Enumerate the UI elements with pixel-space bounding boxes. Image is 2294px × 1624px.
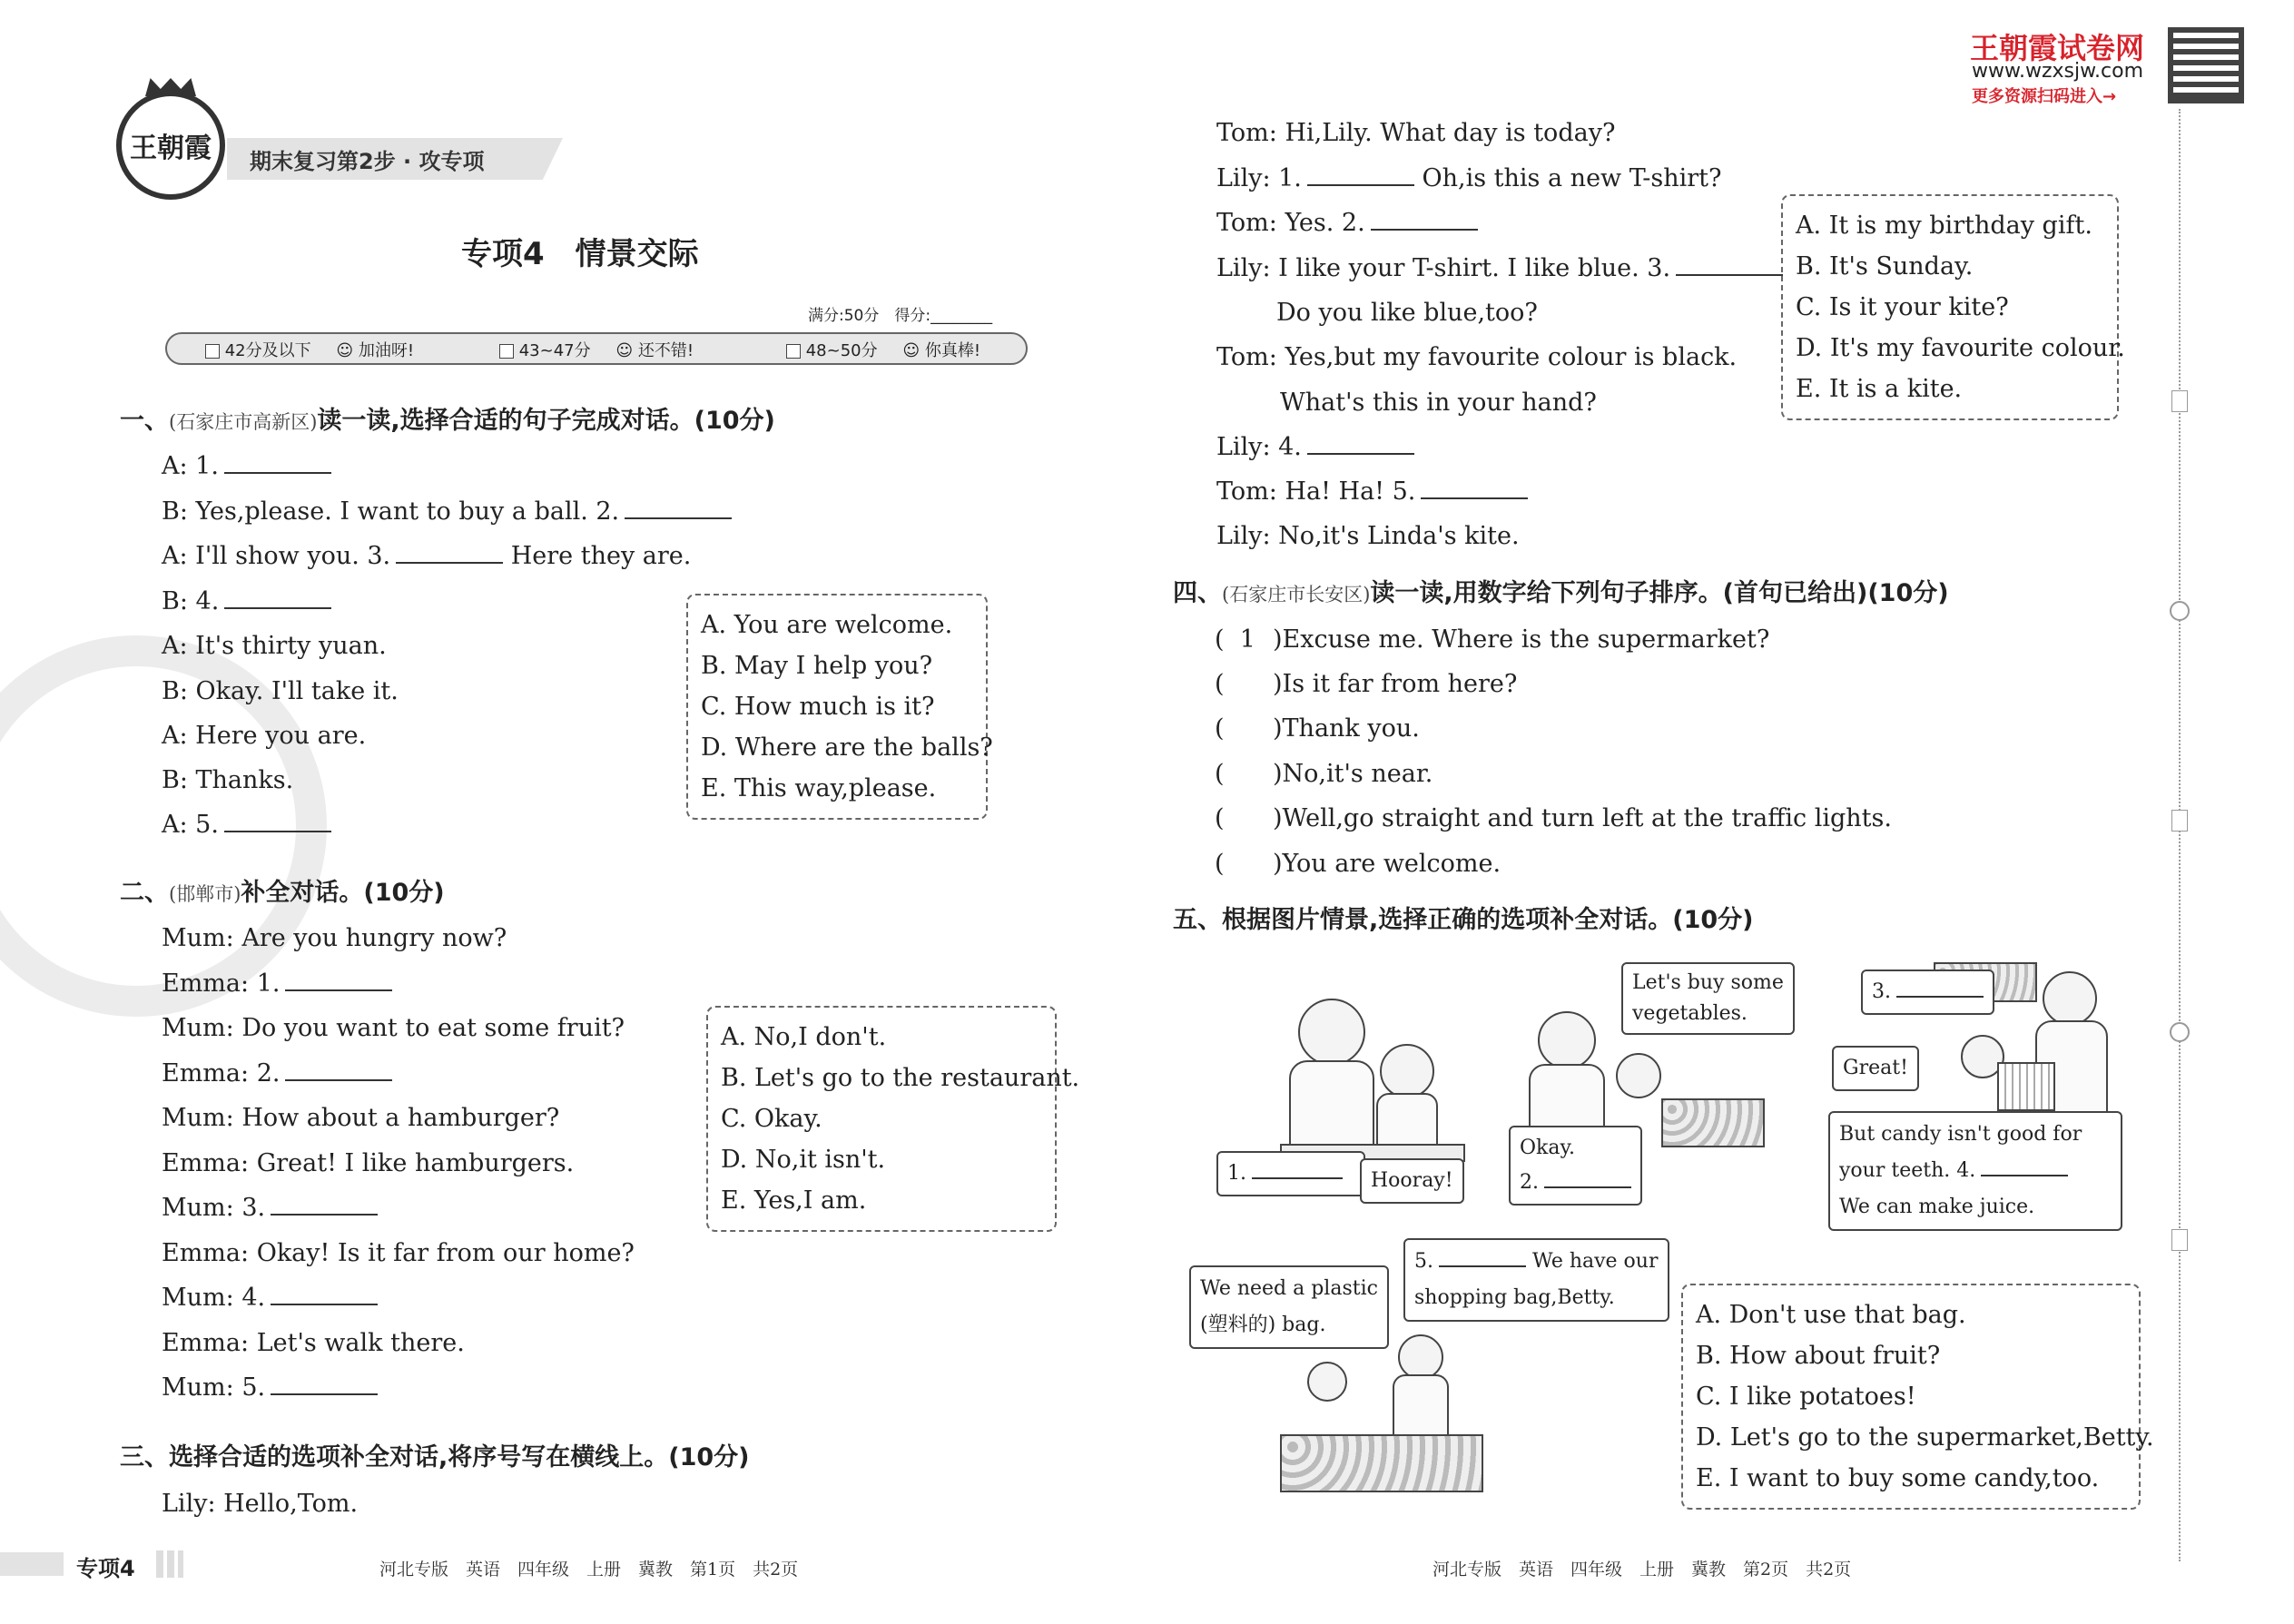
option: E. It is a kite. bbox=[1796, 375, 1963, 403]
section3-heading bbox=[120, 1442, 750, 1474]
answer-blank[interactable] bbox=[1981, 1158, 2068, 1176]
section5-options-box bbox=[1681, 1284, 2154, 1510]
option: E. This way,please. bbox=[701, 774, 937, 802]
dialogue-line: A: I'll show you. 3. Here they are. bbox=[162, 542, 692, 570]
order-item: ( )Thank you. bbox=[1215, 714, 1420, 743]
answer-blank[interactable] bbox=[1544, 1170, 1631, 1188]
section-number: 三、 bbox=[120, 1443, 169, 1471]
dialogue-line: Mum: Are you hungry now? bbox=[162, 924, 507, 952]
dialogue-line: Emma: 1. bbox=[162, 969, 392, 999]
answer-blank[interactable] bbox=[224, 452, 331, 474]
page-title: 专项4 情景交际 bbox=[461, 236, 699, 272]
checkbox[interactable] bbox=[499, 344, 514, 359]
option: E. Yes,I am. bbox=[721, 1186, 867, 1215]
order-item: ( )Well,go straight and turn left at the traffic lights. bbox=[1215, 804, 1892, 832]
answer-blank[interactable] bbox=[1439, 1249, 1526, 1267]
grade-item bbox=[786, 338, 980, 361]
speech-bubble: 5. We have our shopping bag,Betty. bbox=[1403, 1238, 1669, 1322]
section-number: 一、 bbox=[120, 407, 169, 435]
option: C. Is it your kite? bbox=[1796, 293, 2009, 321]
speech-bubble: Let's buy some vegetables. bbox=[1621, 962, 1795, 1035]
speech-bubble: 3. bbox=[1861, 969, 1994, 1015]
answer-blank[interactable] bbox=[1676, 254, 1783, 276]
section5-heading bbox=[1173, 904, 1754, 937]
binding-mark bbox=[2171, 390, 2188, 412]
site-name: 王朝霞试卷网 bbox=[1970, 31, 2145, 65]
dialogue-line: Do you like blue,too? bbox=[1276, 299, 1538, 327]
logo-crown-icon bbox=[145, 78, 196, 96]
section-source: (石家庄市高新区) bbox=[169, 411, 318, 433]
grade-range: 42分及以下 bbox=[224, 341, 311, 360]
footer-info-left: 河北专版 英语 四年级 上册 冀教 第1页 共2页 bbox=[379, 1560, 799, 1580]
option: A. It is my birthday gift. bbox=[1796, 212, 2092, 240]
section1-heading bbox=[120, 405, 775, 438]
option: C. I like potatoes! bbox=[1696, 1383, 1916, 1411]
section4-heading bbox=[1173, 577, 1949, 611]
option: D. No,it isn't. bbox=[721, 1146, 886, 1174]
dialogue-line: A: It's thirty yuan. bbox=[162, 632, 387, 660]
brand-logo bbox=[116, 91, 225, 200]
grade-comment: 你真棒! bbox=[924, 341, 981, 360]
speech-bubble: 1. bbox=[1216, 1151, 1365, 1196]
scene-illustration-4 bbox=[1280, 1325, 1480, 1507]
section-instruction: 根据图片情景,选择正确的选项补全对话。(10分) bbox=[1222, 906, 1754, 934]
binding-mark bbox=[2171, 1229, 2188, 1251]
section-instruction: 读一读,选择合适的句子完成对话。(10分) bbox=[317, 407, 775, 435]
option: B. Let's go to the restaurant. bbox=[721, 1064, 1080, 1092]
order-input[interactable]: ( bbox=[1215, 804, 1225, 832]
dialogue-line: Lily: I like your T-shirt. I like blue. 3. bbox=[1216, 253, 1783, 284]
answer-blank[interactable] bbox=[224, 587, 331, 609]
answer-blank[interactable] bbox=[1307, 433, 1414, 455]
answer-blank[interactable] bbox=[271, 1194, 378, 1216]
dialogue-line: Emma: 2. bbox=[162, 1058, 392, 1089]
answer-blank[interactable] bbox=[285, 969, 392, 991]
answer-blank[interactable] bbox=[271, 1284, 378, 1305]
binding-hole-icon bbox=[2170, 1022, 2190, 1042]
order-input[interactable]: ( bbox=[1215, 714, 1225, 743]
dialogue-line: A: Here you are. bbox=[162, 722, 367, 750]
answer-blank[interactable] bbox=[271, 1373, 378, 1395]
woman-figure bbox=[1398, 1334, 1443, 1380]
girl-figure bbox=[1380, 1044, 1434, 1098]
answer-blank[interactable] bbox=[625, 497, 732, 519]
order-item: ( 1 )Excuse me. Where is the supermarket? bbox=[1215, 625, 1770, 654]
dialogue-line: Mum: How about a hamburger? bbox=[162, 1104, 560, 1132]
binding-line bbox=[2179, 109, 2181, 1561]
dialogue-line: Emma: Okay! Is it far from our home? bbox=[162, 1239, 635, 1267]
answer-blank[interactable] bbox=[396, 542, 503, 564]
dialogue-line: B: Thanks. bbox=[162, 766, 294, 794]
order-item: ( )You are welcome. bbox=[1215, 850, 1501, 878]
section-instruction: 补全对话。(10分) bbox=[241, 879, 445, 907]
binding-hole-icon bbox=[2170, 601, 2190, 621]
grade-range: 48~50分 bbox=[805, 341, 878, 360]
footer-dots-icon bbox=[156, 1550, 183, 1578]
checkbox[interactable] bbox=[786, 344, 801, 359]
section-instruction: 选择合适的选项补全对话,将序号写在横线上。(10分) bbox=[169, 1443, 750, 1471]
footer-tag: 专项4 bbox=[76, 1556, 135, 1581]
dialogue-line: Lily: 4. bbox=[1216, 432, 1414, 463]
girl-figure bbox=[1307, 1362, 1347, 1402]
veg-shelf bbox=[1661, 1098, 1765, 1147]
grade-comment: 还不错! bbox=[637, 341, 694, 360]
woman-figure bbox=[2043, 971, 2097, 1026]
dialogue-line: Lily: No,it's Linda's kite. bbox=[1216, 522, 1520, 550]
order-input[interactable]: ( bbox=[1215, 670, 1225, 698]
fruit-stand bbox=[1280, 1434, 1483, 1492]
option: D. Where are the balls? bbox=[701, 733, 993, 762]
dialogue-line: Tom: Hi,Lily. What day is today? bbox=[1216, 119, 1616, 147]
footer-info-right: 河北专版 英语 四年级 上册 冀教 第2页 共2页 bbox=[1433, 1560, 1852, 1580]
option: A. You are welcome. bbox=[701, 611, 953, 639]
dialogue-line: Lily: Hello,Tom. bbox=[162, 1490, 359, 1518]
option: B. May I help you? bbox=[701, 652, 933, 680]
grade-item bbox=[205, 338, 414, 361]
dialogue-line: Emma: Let's walk there. bbox=[162, 1329, 465, 1357]
option: A. Don't use that bag. bbox=[1696, 1301, 1966, 1329]
footer-tag-bar bbox=[0, 1552, 64, 1576]
option: A. No,I don't. bbox=[721, 1023, 887, 1051]
answer-blank[interactable] bbox=[1421, 477, 1528, 499]
order-number: 1 bbox=[1239, 625, 1255, 654]
speech-bubble: Great! bbox=[1832, 1046, 1919, 1091]
woman-figure bbox=[1298, 999, 1365, 1066]
dialogue-line: B: Yes,please. I want to buy a ball. 2. bbox=[162, 497, 732, 527]
section2-options-box bbox=[706, 1006, 1080, 1232]
site-url: www.wzxsjw.com bbox=[1972, 60, 2144, 83]
section-source: (石家庄市长安区) bbox=[1222, 584, 1371, 605]
logo-text: 王朝霞 bbox=[130, 133, 212, 164]
section-number: 五、 bbox=[1173, 906, 1222, 934]
section1-options-box bbox=[686, 594, 993, 820]
dialogue-line: Lily: 1. Oh,is this a new T-shirt? bbox=[1216, 164, 1722, 192]
woman-figure bbox=[1538, 1011, 1596, 1069]
checkbox[interactable] bbox=[205, 344, 220, 359]
section-instruction: 读一读,用数字给下列句子排序。(首句已给出)(10分) bbox=[1370, 579, 1949, 607]
option: E. I want to buy some candy,too. bbox=[1696, 1464, 2100, 1492]
order-item: ( )No,it's near. bbox=[1215, 760, 1433, 788]
answer-blank[interactable] bbox=[1252, 1161, 1343, 1179]
dialogue-line: Mum: 5. bbox=[162, 1373, 378, 1403]
header-banner-text: 期末复习第2步 · 攻专项 bbox=[250, 149, 485, 174]
order-input[interactable]: ( bbox=[1215, 760, 1225, 788]
grade-range: 43~47分 bbox=[518, 341, 591, 360]
dialogue-line: Mum: 3. bbox=[162, 1193, 378, 1224]
woman-body bbox=[1393, 1374, 1449, 1442]
grade-item bbox=[499, 338, 694, 361]
section-source: (邯郸市) bbox=[169, 883, 241, 905]
dialogue-line: Tom: Yes. 2. bbox=[1216, 208, 1478, 239]
option: C. How much is it? bbox=[701, 693, 935, 721]
grade-comment: 加油呀! bbox=[358, 341, 415, 360]
smile-icon: ☺ bbox=[336, 341, 354, 360]
scan-hint: 更多资源扫码进入→ bbox=[1972, 87, 2117, 106]
option: C. Okay. bbox=[721, 1105, 822, 1133]
dialogue-line: A: 5. bbox=[162, 810, 331, 841]
dialogue-line: Mum: Do you want to eat some fruit? bbox=[162, 1014, 625, 1042]
dialogue-line: Mum: 4. bbox=[162, 1283, 378, 1314]
binding-mark bbox=[2171, 810, 2188, 832]
smile-icon: ☺ bbox=[615, 341, 634, 360]
dialogue-line: What's this in your hand? bbox=[1280, 389, 1597, 417]
dialogue-line: B: Okay. I'll take it. bbox=[162, 677, 399, 705]
order-item: ( )Is it far from here? bbox=[1215, 670, 1518, 698]
score-line: 满分:50分 得分:________ bbox=[808, 307, 993, 325]
section-number: 四、 bbox=[1173, 579, 1222, 607]
answer-blank[interactable] bbox=[1307, 164, 1414, 186]
option: D. Let's go to the supermarket,Betty. bbox=[1696, 1423, 2154, 1452]
answer-blank[interactable] bbox=[1896, 979, 1984, 998]
speech-bubble: Okay. 2. bbox=[1509, 1126, 1642, 1206]
dialogue-line: Tom: Yes,but my favourite colour is black. bbox=[1216, 343, 1738, 371]
smile-icon: ☺ bbox=[902, 341, 921, 360]
option: D. It's my favourite colour. bbox=[1796, 334, 2125, 362]
option: B. How about fruit? bbox=[1696, 1342, 1941, 1370]
answer-blank[interactable] bbox=[285, 1059, 392, 1081]
order-input[interactable]: ( bbox=[1215, 850, 1225, 878]
speech-bubble: But candy isn't good for your teeth. 4. We can make juice. bbox=[1828, 1111, 2122, 1231]
answer-blank[interactable] bbox=[224, 811, 331, 832]
qr-code-icon[interactable] bbox=[2168, 27, 2244, 103]
section3-options-box bbox=[1781, 194, 2125, 420]
dialogue-line: A: 1. bbox=[162, 451, 331, 482]
dialogue-line: Tom: Ha! Ha! 5. bbox=[1216, 477, 1528, 507]
option: B. It's Sunday. bbox=[1796, 252, 1974, 281]
section-number: 二、 bbox=[120, 879, 169, 907]
speech-bubble: Hooray! bbox=[1360, 1158, 1464, 1204]
section2-heading bbox=[120, 877, 445, 910]
boy-figure bbox=[1616, 1053, 1661, 1098]
dialogue-line: Emma: Great! I like hamburgers. bbox=[162, 1149, 575, 1177]
speech-bubble: We need a plastic (塑料的) bag. bbox=[1189, 1265, 1389, 1349]
answer-blank[interactable] bbox=[1371, 209, 1478, 231]
dialogue-line: B: 4. bbox=[162, 586, 331, 617]
cart bbox=[1997, 1062, 2055, 1111]
